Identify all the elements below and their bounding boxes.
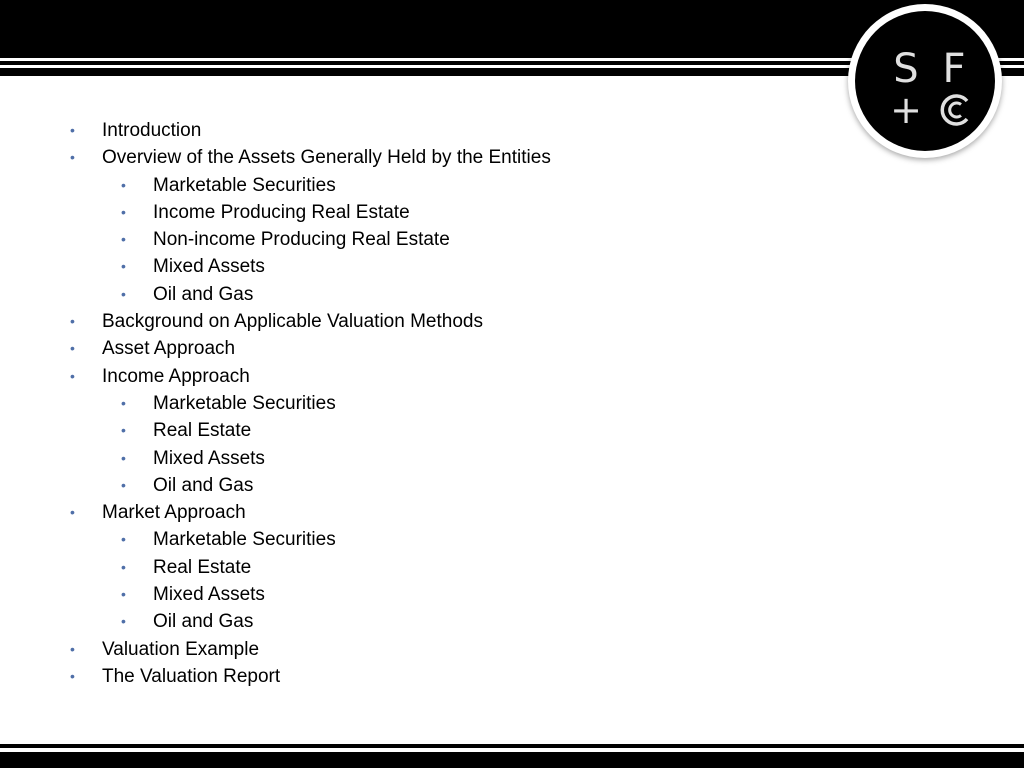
bullet-item <box>70 663 551 690</box>
bullet-item <box>70 144 551 171</box>
bullet-text: Oil and Gas <box>153 611 254 633</box>
bullet-dot-icon: • <box>70 667 75 684</box>
bullet-dot-icon: • <box>70 640 75 657</box>
bullet-dot-icon: • <box>70 504 75 521</box>
logo-c-inner <box>950 103 961 117</box>
sub-bullet-item <box>70 417 551 444</box>
bullet-dot-icon: • <box>70 149 75 166</box>
bullet-dot-icon: • <box>70 313 75 330</box>
bullet-text: Mixed Assets <box>153 447 265 469</box>
bullet-dot-icon: • <box>121 176 126 193</box>
bullet-text: Real Estate <box>153 420 252 442</box>
sub-bullet-item <box>70 526 551 553</box>
bullet-dot-icon: • <box>70 122 75 138</box>
bullet-item <box>70 363 551 390</box>
sub-bullet-item <box>70 172 551 199</box>
bullet-text: Marketable Securities <box>153 174 336 196</box>
bullet-text: Marketable Securities <box>153 529 336 551</box>
sub-bullet-item <box>70 226 551 253</box>
bullet-item <box>70 308 551 335</box>
logo-letter-s: S <box>893 46 919 92</box>
bullet-text: Oil and Gas <box>153 474 254 496</box>
bullet-item <box>70 335 551 362</box>
bullet-text: Background on Applicable Valuation Methods <box>102 311 483 333</box>
bullet-text: Market Approach <box>102 502 246 524</box>
sub-bullet-item <box>70 581 551 608</box>
bullet-dot-icon: • <box>121 613 126 630</box>
footer-rule <box>0 744 1024 748</box>
bullet-dot-icon: • <box>70 340 75 357</box>
footer-bar <box>0 752 1024 768</box>
logo-disc <box>855 11 995 151</box>
bullet-dot-icon: • <box>121 558 126 575</box>
bullet-dot-icon: • <box>121 258 126 275</box>
bullet-text: Real Estate <box>153 556 252 578</box>
bullet-text: Asset Approach <box>102 338 236 360</box>
bullet-text: The Valuation Report <box>102 665 281 687</box>
logo-plus: + <box>890 88 922 132</box>
logo-c-mark <box>942 96 967 124</box>
sub-bullet-item <box>70 199 551 226</box>
sub-bullet-item <box>70 253 551 280</box>
bullet-text: Overview of the Assets Generally Held by the Entities <box>102 147 551 169</box>
bullet-text: Mixed Assets <box>153 584 265 606</box>
bullet-dot-icon: • <box>121 285 126 302</box>
agenda-list <box>70 117 551 690</box>
bullet-text: Income Producing Real Estate <box>153 201 410 223</box>
bullet-text: Marketable Securities <box>153 392 336 414</box>
bullet-dot-icon: • <box>70 367 75 384</box>
sub-bullet-item <box>70 472 551 499</box>
sub-bullet-item <box>70 390 551 417</box>
bullet-text: Non-income Producing Real Estate <box>153 229 450 251</box>
logo-mark <box>855 11 995 151</box>
bullet-item <box>70 499 551 526</box>
sub-bullet-item <box>70 554 551 581</box>
logo-letter-f: F <box>942 46 966 92</box>
bullet-text: Mixed Assets <box>153 256 265 278</box>
bullet-dot-icon: • <box>121 449 126 466</box>
bullet-text: Income Approach <box>102 365 250 387</box>
sub-bullet-item <box>70 281 551 308</box>
company-logo <box>848 4 1002 158</box>
bullet-text: Valuation Example <box>102 638 260 660</box>
bullet-dot-icon: • <box>121 231 126 248</box>
logo-c-outer <box>942 96 967 124</box>
sub-bullet-item <box>70 445 551 472</box>
bullet-item <box>70 636 551 663</box>
sub-bullet-item <box>70 608 551 635</box>
bullet-dot-icon: • <box>121 422 126 439</box>
bullet-dot-icon: • <box>121 203 126 220</box>
bullet-text: Oil and Gas <box>153 283 254 305</box>
bullet-dot-icon: • <box>121 531 126 548</box>
bullet-dot-icon: • <box>121 586 126 603</box>
bullet-dot-icon: • <box>121 476 126 493</box>
bullet-text: Introduction <box>102 120 202 141</box>
bullet-dot-icon: • <box>121 394 126 411</box>
bullet-item <box>70 117 551 144</box>
